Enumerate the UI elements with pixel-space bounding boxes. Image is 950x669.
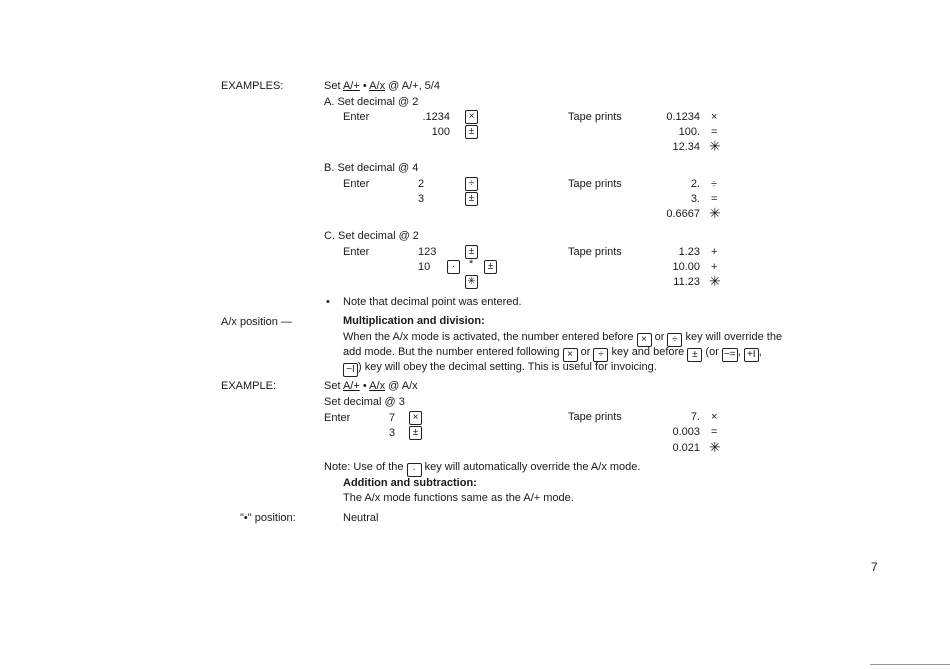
divide-key: ÷ xyxy=(465,177,478,191)
entry-number: 3 xyxy=(389,427,396,439)
decimal-note: Note that decimal point was entered. xyxy=(343,296,522,308)
tape-prints-label: Tape prints xyxy=(568,111,622,123)
addsub-heading: Addition and subtraction: xyxy=(343,477,477,489)
mode-setting-line xyxy=(324,80,440,93)
neutral-text: Neutral xyxy=(343,512,379,524)
plus-equal-key: ± xyxy=(687,348,702,362)
tape-symbol: × xyxy=(711,111,718,123)
enter-label: Enter xyxy=(343,246,370,258)
dot-position-label: "•" position: xyxy=(240,512,296,524)
example-b-heading: B. Set decimal @ 4 xyxy=(324,162,419,174)
example-c-heading: C. Set decimal @ 2 xyxy=(324,230,419,242)
text-run: key and before xyxy=(611,346,685,358)
tape-value: 12.34 xyxy=(672,141,700,153)
example-a-heading: A. Set decimal @ 2 xyxy=(324,96,419,108)
entry-number: 2 xyxy=(418,178,425,190)
text-run: , xyxy=(758,346,762,358)
text-run: or xyxy=(580,346,591,358)
total-key: ✳ xyxy=(465,275,478,289)
minus-equal-key: −= xyxy=(723,349,736,360)
tape-value: 100. xyxy=(678,126,700,138)
multiply-key: × xyxy=(465,110,478,124)
at-text: @ A/x xyxy=(388,380,418,392)
examples-label: EXAMPLES: xyxy=(221,80,284,92)
decimal-setting: Set decimal @ 3 xyxy=(324,396,405,408)
muldiv-heading: Multiplication and division: xyxy=(343,315,485,327)
plus-equal-key: ± xyxy=(465,245,478,259)
decimal-point-key: · xyxy=(407,463,422,477)
multiply-key: × xyxy=(563,348,578,362)
tape-value: 7. xyxy=(690,411,700,423)
entry-number: 3 xyxy=(418,193,425,205)
tape-symbol: ✳ xyxy=(709,205,721,221)
tape-value: 11.23 xyxy=(673,276,700,288)
text-run: key will override the xyxy=(685,331,783,343)
note-bullet: • xyxy=(326,296,330,308)
tape-symbol: + xyxy=(711,246,718,258)
bullet-mark: • xyxy=(362,380,367,392)
tape-value: 1.23 xyxy=(678,246,700,258)
tape-value: 0.6667 xyxy=(666,208,700,220)
example-label: EXAMPLE: xyxy=(221,380,277,392)
tape-prints-label: Tape prints xyxy=(568,411,622,423)
addsub-text: The A/x mode functions same as the A/+ mode. xyxy=(343,492,574,504)
override-note xyxy=(324,461,640,477)
decimal-point-key: · xyxy=(447,260,460,274)
text-run: key will automatically override the A/x mode. xyxy=(424,461,641,473)
set-word: Set xyxy=(324,80,341,92)
tape-prints-label: Tape prints xyxy=(568,246,622,258)
mode-a-plus: A/+ xyxy=(342,380,360,392)
minus-item-key: −I xyxy=(343,363,358,377)
mode-a-x: A/x xyxy=(369,380,386,392)
tape-value: 0.003 xyxy=(672,426,700,438)
text-run: When the A/x mode is activated, the number entered before xyxy=(343,331,634,343)
tape-value: 10.00 xyxy=(672,261,700,273)
tape-value: 3. xyxy=(690,193,700,205)
muldiv-line-1 xyxy=(343,331,782,347)
tape-symbol: + xyxy=(711,261,718,273)
separator-mark: * xyxy=(469,258,474,270)
text-run: add mode. But the number entered following xyxy=(343,346,560,358)
multiply-key: × xyxy=(409,411,422,425)
entry-number: 100 xyxy=(431,126,450,138)
tape-symbol: ÷ xyxy=(711,178,718,190)
tape-symbol: × xyxy=(711,411,718,423)
plus-equal-key: ± xyxy=(409,426,422,440)
plus-item-key: +I xyxy=(744,348,759,362)
at-text: @ A/+, 5/4 xyxy=(388,80,440,92)
text-run: ) key will obey the decimal setting. This is useful for invoicing. xyxy=(358,361,657,373)
multiply-key: × xyxy=(637,333,652,347)
muldiv-line-2 xyxy=(343,346,762,362)
plus-equal-key: ± xyxy=(465,125,478,139)
text-run: Note: Use of the xyxy=(324,461,404,473)
ax-position-label: A/x position — xyxy=(221,316,292,328)
tape-symbol: = xyxy=(711,426,718,438)
mode-a-x: A/x xyxy=(369,80,386,92)
divide-key: ÷ xyxy=(667,333,682,347)
text-run: or xyxy=(654,331,665,343)
tape-symbol: = xyxy=(711,126,718,138)
text-run: , xyxy=(737,346,741,358)
bullet-mark: • xyxy=(362,80,367,92)
mode-a-plus: A/+ xyxy=(342,80,360,92)
enter-label: Enter xyxy=(343,178,370,190)
mode-setting-line xyxy=(324,380,418,393)
enter-label: Enter xyxy=(324,412,351,424)
tape-value: 2. xyxy=(690,178,700,190)
entry-number: .1234 xyxy=(422,111,450,123)
tape-prints-label: Tape prints xyxy=(568,178,622,190)
plus-equal-key: ± xyxy=(465,192,478,206)
divide-key: ÷ xyxy=(593,348,608,362)
tape-value: 0.1234 xyxy=(666,111,700,123)
tape-symbol: ✳ xyxy=(709,273,721,289)
tape-symbol: = xyxy=(711,193,718,205)
set-word: Set xyxy=(324,380,341,392)
entry-number: 123 xyxy=(418,246,437,258)
page-number: 7 xyxy=(871,560,878,574)
entry-number: 10 xyxy=(418,261,431,273)
entry-number: 7 xyxy=(389,412,396,424)
text-run: (or xyxy=(705,346,719,358)
tape-symbol: ✳ xyxy=(709,138,721,154)
tape-symbol: ✳ xyxy=(709,439,721,455)
enter-label: Enter xyxy=(343,111,370,123)
scan-edge-line xyxy=(870,664,950,665)
tape-value: 0.021 xyxy=(672,442,700,454)
plus-equal-key: ± xyxy=(484,260,497,274)
muldiv-line-3 xyxy=(343,361,657,377)
